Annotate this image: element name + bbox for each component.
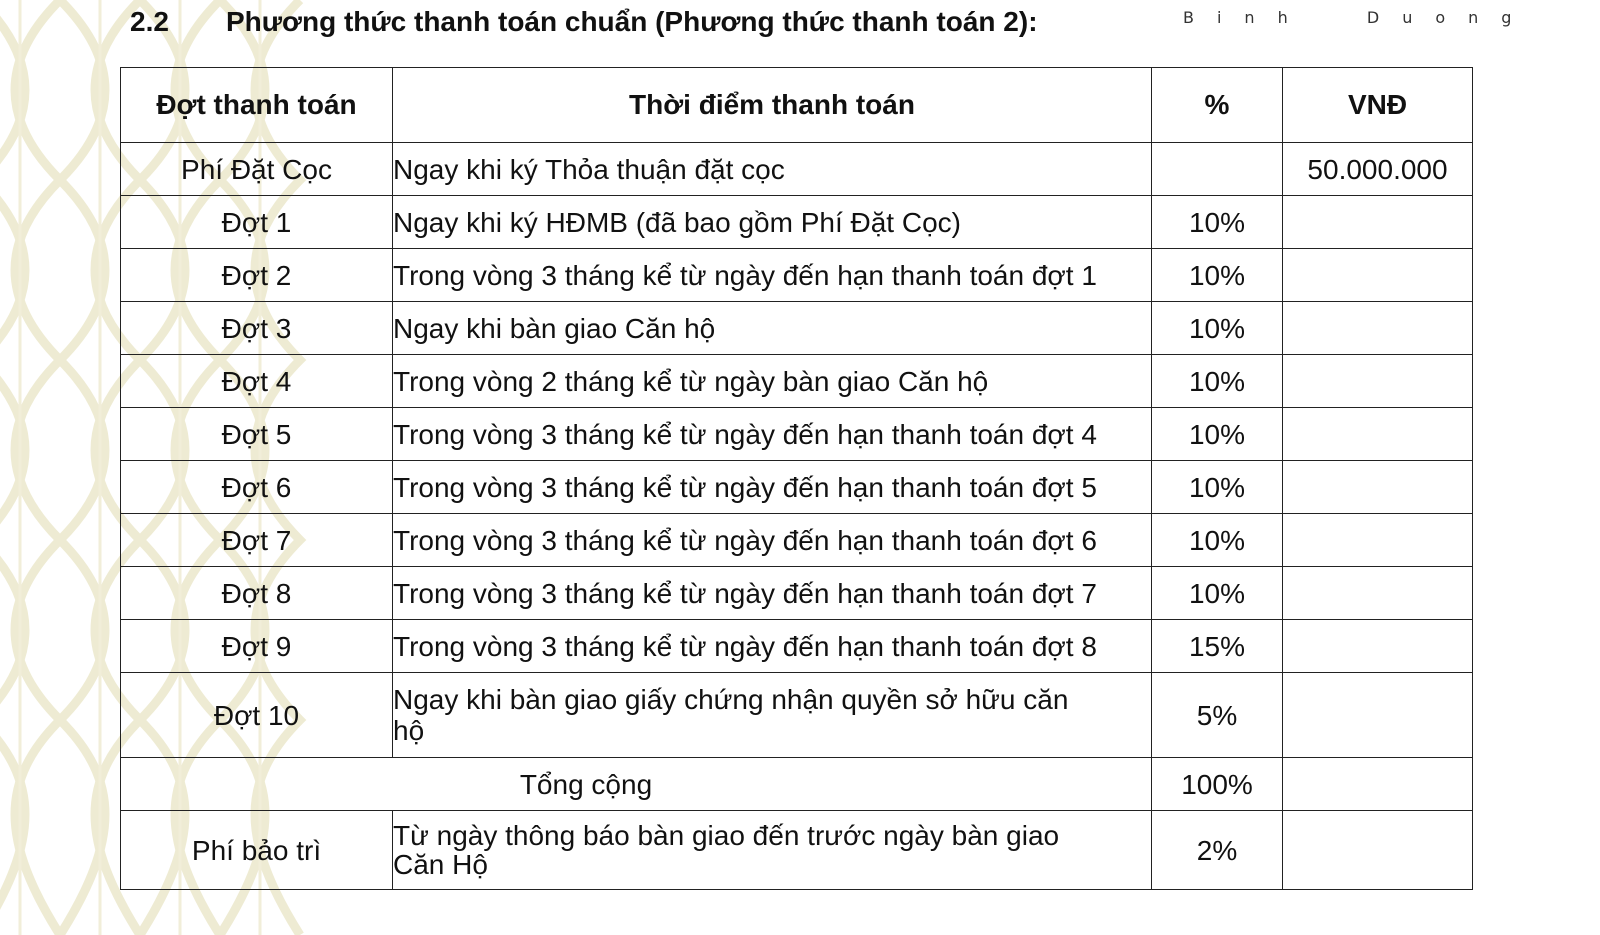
cell-vnd (1283, 302, 1473, 355)
cell-percent: 10% (1152, 567, 1283, 620)
cell-stage: Đợt 9 (121, 620, 393, 673)
table-row (121, 302, 1473, 355)
total-label: Tổng cộng (121, 758, 1152, 811)
table-row (121, 408, 1473, 461)
header-stage: Đợt thanh toán (121, 68, 393, 143)
payment-schedule-table (120, 67, 1473, 890)
cell-percent: 10% (1152, 408, 1283, 461)
cell-percent: 10% (1152, 461, 1283, 514)
cell-vnd (1283, 514, 1473, 567)
cell-percent: 10% (1152, 514, 1283, 567)
cell-stage: Đợt 1 (121, 196, 393, 249)
cell-vnd (1283, 673, 1473, 758)
cell-stage: Phí Đặt Cọc (121, 143, 393, 196)
cell-vnd (1283, 567, 1473, 620)
cell-stage: Đợt 2 (121, 249, 393, 302)
total-vnd (1283, 758, 1473, 811)
cell-time: Ngay khi bàn giao Căn hộ (393, 302, 1152, 355)
cell-time: Trong vòng 2 tháng kể từ ngày bàn giao Căn hộ (393, 355, 1152, 408)
cell-percent (1152, 143, 1283, 196)
total-percent: 100% (1152, 758, 1283, 811)
cell-vnd (1283, 408, 1473, 461)
table-row (121, 143, 1473, 196)
table-row (121, 567, 1473, 620)
cell-stage: Đợt 7 (121, 514, 393, 567)
table-row (121, 673, 1473, 758)
table-total-row (121, 758, 1473, 811)
brand-watermark: Binh Duong (1183, 8, 1535, 27)
table-row (121, 196, 1473, 249)
table-row (121, 355, 1473, 408)
header-vnd: VNĐ (1283, 68, 1473, 143)
cell-time: Trong vòng 3 tháng kể từ ngày đến hạn thanh toán đợt 4 (393, 408, 1152, 461)
table-row (121, 620, 1473, 673)
header-time: Thời điểm thanh toán (393, 68, 1152, 143)
cell-vnd (1283, 461, 1473, 514)
cell-time: Ngay khi ký HĐMB (đã bao gồm Phí Đặt Cọc) (393, 196, 1152, 249)
cell-time-line: Căn Hộ (393, 849, 488, 880)
cell-vnd (1283, 249, 1473, 302)
table-maintenance-row (121, 811, 1473, 890)
maintenance-time (393, 811, 1152, 890)
cell-time-line: Ngay khi bàn giao giấy chứng nhận quyền sở hữu căn (393, 684, 1069, 715)
cell-stage: Đợt 4 (121, 355, 393, 408)
cell-stage: Đợt 5 (121, 408, 393, 461)
cell-stage: Đợt 3 (121, 302, 393, 355)
cell-percent: 10% (1152, 302, 1283, 355)
cell-percent: 10% (1152, 249, 1283, 302)
table-row (121, 461, 1473, 514)
cell-time: Trong vòng 3 tháng kể từ ngày đến hạn thanh toán đợt 6 (393, 514, 1152, 567)
cell-percent: 5% (1152, 673, 1283, 758)
cell-time: Trong vòng 3 tháng kể từ ngày đến hạn thanh toán đợt 5 (393, 461, 1152, 514)
cell-vnd (1283, 196, 1473, 249)
maintenance-vnd (1283, 811, 1473, 890)
cell-time-line: Từ ngày thông báo bàn giao đến trước ngày bàn giao (393, 820, 1060, 851)
section-number: 2.2 (130, 6, 169, 37)
cell-vnd (1283, 355, 1473, 408)
cell-time: Trong vòng 3 tháng kể từ ngày đến hạn thanh toán đợt 7 (393, 567, 1152, 620)
maintenance-percent: 2% (1152, 811, 1283, 890)
cell-time: Trong vòng 3 tháng kể từ ngày đến hạn thanh toán đợt 1 (393, 249, 1152, 302)
cell-stage: Đợt 8 (121, 567, 393, 620)
cell-time-line: hộ (393, 715, 425, 746)
cell-percent: 15% (1152, 620, 1283, 673)
section-heading (130, 6, 1038, 38)
section-title: Phương thức thanh toán chuẩn (Phương thức thanh toán 2): (226, 6, 1038, 37)
table-row (121, 514, 1473, 567)
cell-vnd (1283, 620, 1473, 673)
cell-time: Trong vòng 3 tháng kể từ ngày đến hạn thanh toán đợt 8 (393, 620, 1152, 673)
cell-time (393, 673, 1152, 758)
cell-percent: 10% (1152, 355, 1283, 408)
cell-time: Ngay khi ký Thỏa thuận đặt cọc (393, 143, 1152, 196)
maintenance-stage: Phí bảo trì (121, 811, 393, 890)
table-header-row (121, 68, 1473, 143)
cell-vnd: 50.000.000 (1283, 143, 1473, 196)
table-row (121, 249, 1473, 302)
cell-stage: Đợt 6 (121, 461, 393, 514)
cell-stage: Đợt 10 (121, 673, 393, 758)
header-percent: % (1152, 68, 1283, 143)
cell-percent: 10% (1152, 196, 1283, 249)
